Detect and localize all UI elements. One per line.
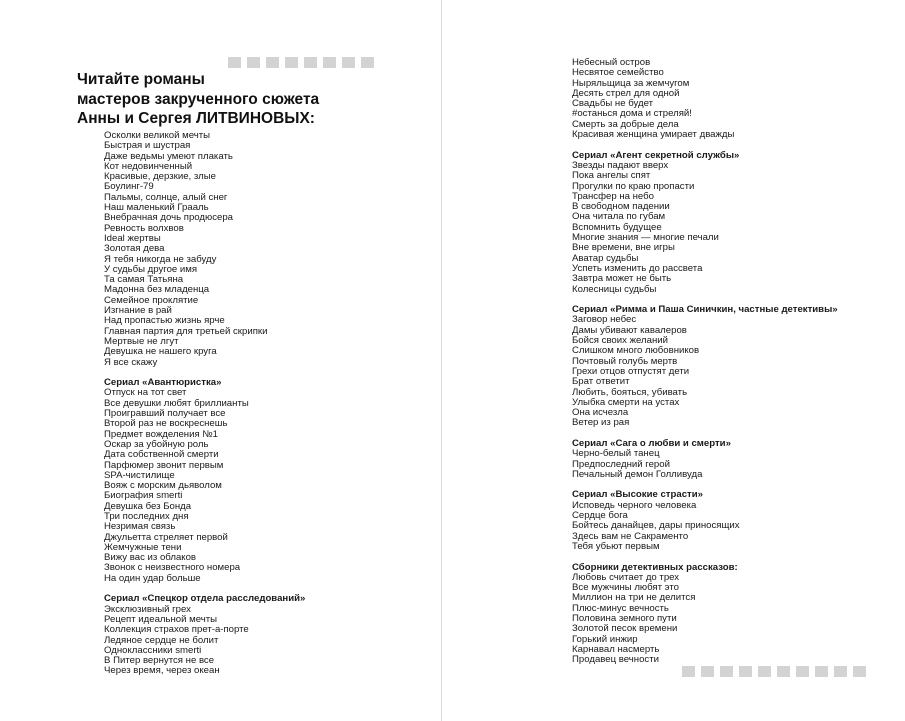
book-title: Бойтесь данайцев, дары приносящих	[572, 520, 740, 532]
book-title: Одноклассники smerti	[104, 644, 202, 656]
book-title: Пока ангелы спят	[572, 170, 651, 182]
book-title: Она исчезла	[572, 407, 629, 419]
book-title: Даже ведьмы умеют плакать	[104, 150, 233, 162]
series-title: Сериал «Сага о любви и смерти»	[572, 437, 731, 449]
book-title: Над пропастью жизнь ярче	[104, 315, 225, 327]
heading-line-2: мастеров закрученного сюжета	[77, 90, 320, 108]
book-title: Карнавал насмерть	[572, 643, 660, 655]
book-title: Исповедь черного человека	[572, 499, 697, 511]
book-title: Девушка без Бонда	[104, 500, 192, 512]
book-title: SPA-чистилище	[104, 469, 175, 481]
book-title: Золотая дева	[104, 243, 165, 255]
book-title: Вне времени, вне игры	[572, 242, 675, 254]
series-book-list	[572, 161, 892, 295]
book-title: Звезды падают вверх	[572, 159, 669, 171]
story-collections	[572, 563, 892, 666]
standalone-novels-list	[104, 131, 424, 368]
book-title: #останься дома и стреляй!	[572, 108, 692, 120]
book-title: Брат ответит	[572, 376, 630, 388]
book-title: Несвятое семейство	[572, 67, 664, 79]
book-title: Ревность волхвов	[104, 222, 184, 234]
book-title: Улыбка смерти на устах	[572, 396, 680, 408]
book-title: Она читала по губам	[572, 211, 666, 223]
right-column	[572, 58, 892, 666]
series-saga	[572, 439, 892, 480]
book-title: Кот недовинченный	[104, 160, 193, 172]
book-title: Дата собственной смерти	[104, 449, 219, 461]
series-title: Сериал «Высокие страсти»	[572, 489, 703, 501]
series-book-list	[572, 573, 892, 666]
book-title: Свадьбы не будет	[572, 98, 653, 110]
series-book-list	[572, 501, 892, 552]
book-title: Все мужчины любят это	[572, 582, 679, 594]
book-title: Здесь вам не Сакраменто	[572, 530, 689, 542]
book-title: Трансфер на небо	[572, 190, 654, 202]
book-title: Миллион на три не делится	[572, 592, 696, 604]
book-title: Грехи отцов отпустят дети	[572, 365, 690, 377]
book-title: Оскар за убойную роль	[104, 438, 209, 450]
book-title: Эксклюзивный грех	[104, 603, 191, 615]
book-title: Жемчужные тени	[104, 541, 182, 553]
book-title: Смерть за добрые дела	[572, 118, 679, 130]
series-book-list	[104, 388, 424, 584]
book-title: Любить, бояться, убивать	[572, 386, 688, 398]
book-title: Быстрая и шустрая	[104, 140, 191, 152]
book-title: Аватар судьбы	[572, 252, 639, 264]
series-title: Сериал «Римма и Паша Синичкин, частные детективы»	[572, 304, 838, 316]
left-page	[0, 0, 441, 721]
book-title: Почтовый голубь мертв	[572, 355, 678, 367]
book-title: Предпоследний герой	[572, 458, 670, 470]
book-title: Успеть изменить до рассвета	[572, 262, 703, 274]
book-title: Заговор небес	[572, 314, 637, 326]
book-title: Ветер из рая	[572, 417, 630, 429]
book-title: Проигравший получает все	[104, 408, 226, 420]
book-title: Предмет вожделения №1	[104, 428, 218, 440]
book-title: Завтра может не быть	[572, 273, 672, 285]
book-title: Золотой песок времени	[572, 623, 678, 635]
book-title: Десять стрел для одной	[572, 87, 680, 99]
book-title: Горький инжир	[572, 633, 638, 645]
book-title: Наш маленький Грааль	[104, 202, 209, 214]
series-rimma-pasha	[572, 305, 892, 429]
book-title: Осколки великой мечты	[104, 130, 211, 141]
book-title: Прогулки по краю пропасти	[572, 180, 695, 192]
book-title: Бойся своих желаний	[572, 335, 668, 347]
series-book-list	[572, 315, 892, 428]
book-title: Второй раз не воскреснешь	[104, 418, 228, 430]
book-title: Коллекция страхов прет-а-порте	[104, 624, 249, 636]
book-title: Черно-белый танец	[572, 448, 660, 460]
series-title: Сериал «Агент секретной службы»	[572, 149, 740, 161]
book-title: Три последних дня	[104, 510, 189, 522]
series-title: Сериал «Спецкор отдела расследований»	[104, 593, 306, 605]
book-title: Мертвые не лгут	[104, 335, 179, 347]
book-title: Любовь считает до трех	[572, 571, 680, 583]
book-title: Ледяное сердце не болит	[104, 634, 219, 646]
book-title: Мадонна без младенца	[104, 284, 210, 296]
book-title: Небесный остров	[572, 57, 651, 68]
book-title: Многие знания — многие печали	[572, 232, 719, 244]
book-title: В Питер вернутся не все	[104, 655, 215, 667]
book-title: Я тебя никогда не забуду	[104, 253, 217, 265]
book-title: Внебрачная дочь продюсера	[104, 212, 234, 224]
book-title: Вспомнить будущее	[572, 221, 662, 233]
book-title: Ныряльщица за жемчугом	[572, 77, 690, 89]
book-title: Продавец вечности	[572, 654, 659, 666]
series-vysokie-strasti	[572, 490, 892, 552]
book-title: У судьбы другое имя	[104, 263, 198, 275]
book-title: Тебя убьют первым	[572, 540, 660, 552]
book-title: Красивая женщина умирает дважды	[572, 129, 735, 141]
heading-line-3: Анны и Сергея ЛИТВИНОВЫХ:	[77, 110, 315, 127]
page-heading	[77, 70, 377, 129]
book-title: Боулинг-79	[104, 181, 154, 193]
right-page	[441, 0, 905, 721]
book-title: Парфюмер звонит первым	[104, 459, 224, 471]
heading-line-1: Читайте романы	[77, 71, 205, 88]
book-title: Главная партия для третьей скрипки	[104, 325, 268, 337]
book-title: Через время, через океан	[104, 665, 220, 677]
book-title: Я все скажу	[104, 356, 158, 368]
book-title: Отпуск на тот свет	[104, 387, 187, 399]
book-title: Половина земного пути	[572, 613, 677, 625]
series-title: Сериал «Авантюристка»	[104, 377, 222, 389]
series-book-list	[104, 605, 424, 677]
decorative-squares-bottom	[682, 666, 866, 677]
book-title: Слишком много любовников	[572, 345, 700, 357]
book-title: Девушка не нашего круга	[104, 346, 217, 358]
book-title: Незримая связь	[104, 521, 176, 533]
left-column	[104, 131, 424, 677]
book-title: Джульетта стреляет первой	[104, 531, 228, 543]
book-title: Ideal жертвы	[104, 232, 161, 244]
book-title: В свободном падении	[572, 201, 670, 213]
book-title: Биография smerti	[104, 490, 183, 502]
book-title: На один удар больше	[104, 572, 201, 584]
book-title: Изгнание в рай	[104, 305, 172, 317]
book-title: Колесницы судьбы	[572, 283, 657, 295]
book-title: Плюс-минус вечность	[572, 602, 669, 614]
book-title: Дамы убивают кавалеров	[572, 324, 687, 336]
series-agent	[572, 151, 892, 295]
book-title: Рецепт идеальной мечты	[104, 613, 218, 625]
book-title: Вижу вас из облаков	[104, 552, 197, 564]
book-title: Пальмы, солнце, алый снег	[104, 191, 228, 203]
book-title: Красивые, дерзкие, злые	[104, 171, 216, 183]
book-title: Все девушки любят бриллианты	[104, 397, 249, 409]
book-title: Семейное проклятие	[104, 294, 199, 306]
book-title: Звонок с неизвестного номера	[104, 562, 241, 574]
series-spetskor	[104, 594, 424, 676]
book-title: Сердце бога	[572, 510, 628, 522]
book-title: Вояж с морским дьяволом	[104, 480, 222, 492]
series-title: Сборники детективных рассказов:	[572, 561, 738, 573]
book-title: Печальный демон Голливуда	[572, 468, 703, 480]
series-avantyuristka	[104, 378, 424, 584]
continued-novels-list	[572, 58, 892, 140]
book-title: Та самая Татьяна	[104, 274, 184, 286]
decorative-squares-top	[228, 57, 374, 68]
series-book-list	[572, 449, 892, 480]
